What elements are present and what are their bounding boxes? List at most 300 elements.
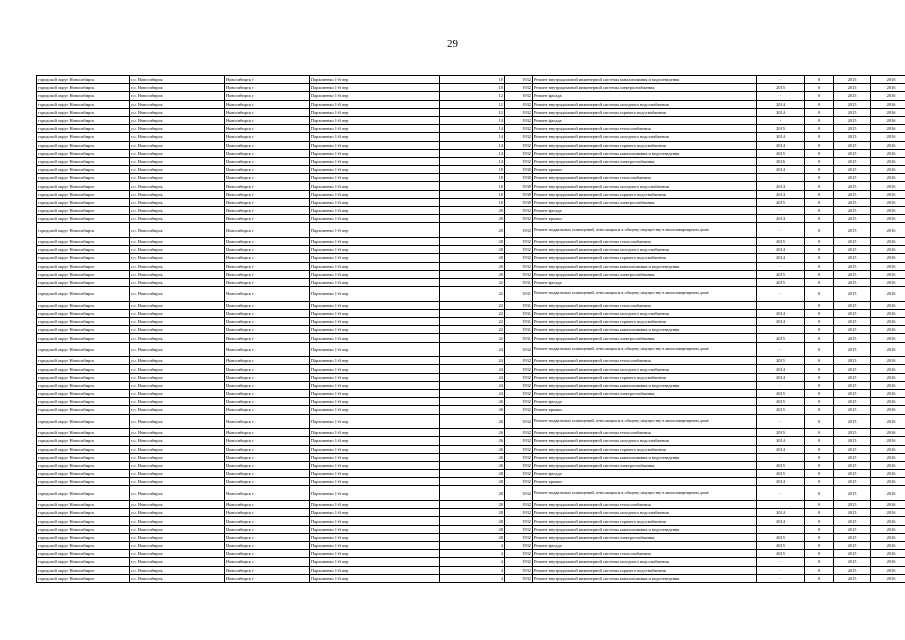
table-row (37, 157, 905, 165)
street-cell: Пархоменко 1-й пер (310, 215, 440, 223)
period-start-cell: 2015 (834, 574, 871, 582)
settlement-cell: г.о. Новосибирск (130, 381, 225, 389)
work-cell: Ремонт крыши (533, 478, 757, 486)
street-cell: Пархоменко 1-й пер (310, 541, 440, 549)
street-cell: Пархоменко 1-й пер (310, 207, 440, 215)
table-row (37, 558, 905, 566)
work-cell: Ремонт внутридомовой инженерной системы холодного водоснабжения (533, 133, 757, 141)
settlement-cell: г.о. Новосибирск (130, 190, 225, 198)
period-start-cell: 2015 (834, 357, 871, 365)
work-cell: Ремонт фасада (533, 278, 757, 286)
house-cell: 26 (440, 398, 505, 406)
period-end-cell: 2016 (871, 414, 905, 429)
period-start-cell: 2015 (834, 550, 871, 558)
table-row (37, 566, 905, 574)
period-end-cell: 2016 (871, 309, 905, 317)
period-end-cell: 2016 (871, 509, 905, 517)
district-cell: городской округ Новосибирск (37, 84, 130, 92)
work-cell: Ремонт внутридомовой инженерной системы теплоснабжения (533, 237, 757, 245)
city-cell: Новосибирск г (225, 533, 310, 541)
completed-year-cell: 2014 (757, 318, 805, 326)
year-cell: 1932 (505, 149, 533, 157)
house-cell: 24 (440, 389, 505, 397)
settlement-cell: г.о. Новосибирск (130, 262, 225, 270)
street-cell: Пархоменко 1-й пер (310, 533, 440, 541)
settlement-cell: г.о. Новосибирск (130, 301, 225, 309)
completed-year-cell: - (757, 381, 805, 389)
period-start-cell: 2015 (834, 541, 871, 549)
completed-year-cell: - (757, 76, 805, 84)
completed-year-cell: - (757, 566, 805, 574)
street-cell: Пархоменко 1-й пер (310, 100, 440, 108)
house-cell: 18 (440, 166, 505, 174)
amount-cell: 0 (805, 381, 834, 389)
period-end-cell: 2016 (871, 182, 905, 190)
house-cell: 26 (440, 437, 505, 445)
year-cell: 1932 (505, 270, 533, 278)
period-end-cell: 2016 (871, 254, 905, 262)
district-cell: городской округ Новосибирск (37, 389, 130, 397)
table-row (37, 141, 905, 149)
work-cell: Ремонт внутридомовой инженерной системы холодного водоснабжения (533, 365, 757, 373)
period-start-cell: 2015 (834, 157, 871, 165)
city-cell: Новосибирск г (225, 76, 310, 84)
completed-year-cell: 2015 (757, 541, 805, 549)
period-start-cell: 2015 (834, 207, 871, 215)
district-cell: городской округ Новосибирск (37, 381, 130, 389)
house-cell: 28 (440, 517, 505, 525)
period-end-cell: 2016 (871, 437, 905, 445)
house-cell: 18 (440, 198, 505, 206)
table-row (37, 486, 905, 501)
district-cell: городской округ Новосибирск (37, 342, 130, 357)
settlement-cell: г.о. Новосибирск (130, 486, 225, 501)
street-cell: Пархоменко 1-й пер (310, 342, 440, 357)
street-cell: Пархоменко 1-й пер (310, 166, 440, 174)
amount-cell: 0 (805, 566, 834, 574)
work-cell: Ремонт внутридомовой инженерной системы канализования и водоотведения (533, 525, 757, 533)
city-cell: Новосибирск г (225, 215, 310, 223)
amount-cell: 0 (805, 84, 834, 92)
amount-cell: 0 (805, 373, 834, 381)
house-cell: 4 (440, 541, 505, 549)
settlement-cell: г.о. Новосибирск (130, 84, 225, 92)
table-row (37, 84, 905, 92)
period-start-cell: 2015 (834, 509, 871, 517)
street-cell: Пархоменко 1-й пер (310, 278, 440, 286)
district-cell: городской округ Новосибирск (37, 357, 130, 365)
city-cell: Новосибирск г (225, 517, 310, 525)
table-row (37, 550, 905, 558)
street-cell: Пархоменко 1-й пер (310, 287, 440, 302)
year-cell: 1932 (505, 414, 533, 429)
period-end-cell: 2016 (871, 334, 905, 342)
year-cell: 1931 (505, 309, 533, 317)
street-cell: Пархоменко 1-й пер (310, 270, 440, 278)
city-cell: Новосибирск г (225, 174, 310, 182)
period-start-cell: 2015 (834, 278, 871, 286)
table-row (37, 166, 905, 174)
completed-year-cell: 2015 (757, 406, 805, 414)
amount-cell: 0 (805, 116, 834, 124)
table-row (37, 525, 905, 533)
table-row (37, 326, 905, 334)
amount-cell: 0 (805, 215, 834, 223)
settlement-cell: г.о. Новосибирск (130, 207, 225, 215)
period-start-cell: 2015 (834, 116, 871, 124)
street-cell: Пархоменко 1-й пер (310, 550, 440, 558)
period-end-cell: 2016 (871, 326, 905, 334)
city-cell: Новосибирск г (225, 198, 310, 206)
year-cell: 1932 (505, 125, 533, 133)
period-start-cell: 2015 (834, 262, 871, 270)
district-cell: городской округ Новосибирск (37, 278, 130, 286)
period-start-cell: 2015 (834, 84, 871, 92)
city-cell: Новосибирск г (225, 207, 310, 215)
district-cell: городской округ Новосибирск (37, 166, 130, 174)
year-cell: 1932 (505, 365, 533, 373)
completed-year-cell: 2015 (757, 429, 805, 437)
table-row (37, 342, 905, 357)
table-row (37, 246, 905, 254)
period-start-cell: 2015 (834, 246, 871, 254)
period-start-cell: 2015 (834, 149, 871, 157)
work-cell: Ремонт внутридомовой инженерной системы холодного водоснабжения (533, 100, 757, 108)
city-cell: Новосибирск г (225, 157, 310, 165)
street-cell: Пархоменко 1-й пер (310, 558, 440, 566)
work-cell: Ремонт внутридомовой инженерной системы теплоснабжения (533, 501, 757, 509)
completed-year-cell: 2015 (757, 357, 805, 365)
period-end-cell: 2016 (871, 116, 905, 124)
settlement-cell: г.о. Новосибирск (130, 141, 225, 149)
street-cell: Пархоменко 1-й пер (310, 246, 440, 254)
completed-year-cell: 2015 (757, 278, 805, 286)
house-cell: 28 (440, 486, 505, 501)
house-cell: 18 (440, 174, 505, 182)
district-cell: городской округ Новосибирск (37, 429, 130, 437)
year-cell: 1932 (505, 461, 533, 469)
work-cell: Ремонт фасада (533, 207, 757, 215)
city-cell: Новосибирск г (225, 342, 310, 357)
period-start-cell: 2015 (834, 237, 871, 245)
completed-year-cell: - (757, 223, 805, 238)
year-cell: 1932 (505, 254, 533, 262)
amount-cell: 0 (805, 100, 834, 108)
period-start-cell: 2015 (834, 190, 871, 198)
table-row (37, 309, 905, 317)
period-start-cell: 2015 (834, 301, 871, 309)
period-start-cell: 2015 (834, 525, 871, 533)
house-cell: 20 (440, 254, 505, 262)
completed-year-cell: 2015 (757, 398, 805, 406)
street-cell: Пархоменко 1-й пер (310, 381, 440, 389)
street-cell: Пархоменко 1-й пер (310, 365, 440, 373)
amount-cell: 0 (805, 470, 834, 478)
period-end-cell: 2016 (871, 287, 905, 302)
house-cell: 28 (440, 478, 505, 486)
table-row (37, 509, 905, 517)
house-cell: 22 (440, 278, 505, 286)
period-end-cell: 2016 (871, 373, 905, 381)
district-cell: городской округ Новосибирск (37, 525, 130, 533)
settlement-cell: г.о. Новосибирск (130, 357, 225, 365)
period-start-cell: 2015 (834, 517, 871, 525)
settlement-cell: г.о. Новосибирск (130, 509, 225, 517)
street-cell: Пархоменко 1-й пер (310, 398, 440, 406)
period-end-cell: 2016 (871, 501, 905, 509)
year-cell: 1932 (505, 84, 533, 92)
year-cell: 1932 (505, 445, 533, 453)
settlement-cell: г.о. Новосибирск (130, 550, 225, 558)
city-cell: Новосибирск г (225, 262, 310, 270)
amount-cell: 0 (805, 517, 834, 525)
period-start-cell: 2015 (834, 470, 871, 478)
district-cell: городской округ Новосибирск (37, 517, 130, 525)
city-cell: Новосибирск г (225, 116, 310, 124)
settlement-cell: г.о. Новосибирск (130, 326, 225, 334)
period-start-cell: 2015 (834, 318, 871, 326)
year-cell: 1932 (505, 223, 533, 238)
settlement-cell: г.о. Новосибирск (130, 166, 225, 174)
table-row (37, 182, 905, 190)
street-cell: Пархоменко 1-й пер (310, 574, 440, 582)
city-cell: Новосибирск г (225, 486, 310, 501)
work-cell: Ремонт внутридомовой инженерной системы электроснабжения (533, 270, 757, 278)
district-cell: городской округ Новосибирск (37, 116, 130, 124)
period-end-cell: 2016 (871, 406, 905, 414)
city-cell: Новосибирск г (225, 182, 310, 190)
period-start-cell: 2015 (834, 92, 871, 100)
settlement-cell: г.о. Новосибирск (130, 501, 225, 509)
period-start-cell: 2015 (834, 445, 871, 453)
house-cell: 12 (440, 108, 505, 116)
district-cell: городской округ Новосибирск (37, 149, 130, 157)
completed-year-cell: 2016 (757, 157, 805, 165)
work-cell: Ремонт подвальных помещений, относящихся к общему имуществу в многоквартирном доме (533, 287, 757, 302)
period-end-cell: 2016 (871, 301, 905, 309)
period-start-cell: 2015 (834, 381, 871, 389)
city-cell: Новосибирск г (225, 406, 310, 414)
year-cell: 1932 (505, 525, 533, 533)
amount-cell: 0 (805, 334, 834, 342)
completed-year-cell: 2015 (757, 389, 805, 397)
table-row (37, 334, 905, 342)
settlement-cell: г.о. Новосибирск (130, 437, 225, 445)
house-cell: 26 (440, 406, 505, 414)
district-cell: городской округ Новосибирск (37, 501, 130, 509)
street-cell: Пархоменко 1-й пер (310, 445, 440, 453)
district-cell: городской округ Новосибирск (37, 509, 130, 517)
district-cell: городской округ Новосибирск (37, 270, 130, 278)
house-cell: 10 (440, 84, 505, 92)
period-end-cell: 2016 (871, 478, 905, 486)
work-cell: Ремонт внутридомовой инженерной системы горячего водоснабжения (533, 373, 757, 381)
house-cell: 28 (440, 501, 505, 509)
house-cell: 26 (440, 445, 505, 453)
street-cell: Пархоменко 1-й пер (310, 237, 440, 245)
house-cell: 26 (440, 461, 505, 469)
district-cell: городской округ Новосибирск (37, 326, 130, 334)
period-end-cell: 2016 (871, 357, 905, 365)
amount-cell: 0 (805, 453, 834, 461)
period-end-cell: 2016 (871, 486, 905, 501)
table-row (37, 278, 905, 286)
completed-year-cell: - (757, 574, 805, 582)
table-row (37, 437, 905, 445)
street-cell: Пархоменко 1-й пер (310, 517, 440, 525)
table-row (37, 125, 905, 133)
district-cell: городской округ Новосибирск (37, 108, 130, 116)
work-cell: Ремонт подвальных помещений, относящихся к общему имуществу в многоквартирном доме (533, 414, 757, 429)
table-row (37, 207, 905, 215)
street-cell: Пархоменко 1-й пер (310, 141, 440, 149)
street-cell: Пархоменко 1-й пер (310, 406, 440, 414)
completed-year-cell: - (757, 558, 805, 566)
amount-cell: 0 (805, 287, 834, 302)
house-cell: 10 (440, 76, 505, 84)
city-cell: Новосибирск г (225, 478, 310, 486)
year-cell: 1931 (505, 326, 533, 334)
year-cell: 1932 (505, 429, 533, 437)
year-cell: 1932 (505, 262, 533, 270)
house-cell: 28 (440, 525, 505, 533)
settlement-cell: г.о. Новосибирск (130, 149, 225, 157)
amount-cell: 0 (805, 318, 834, 326)
completed-year-cell: 2015 (757, 270, 805, 278)
year-cell: 1932 (505, 100, 533, 108)
city-cell: Новосибирск г (225, 334, 310, 342)
work-cell: Ремонт внутридомовой инженерной системы теплоснабжения (533, 357, 757, 365)
amount-cell: 0 (805, 141, 834, 149)
house-cell: 28 (440, 470, 505, 478)
house-cell: 28 (440, 509, 505, 517)
completed-year-cell (757, 301, 805, 309)
work-cell: Ремонт внутридомовой инженерной системы теплоснабжения (533, 429, 757, 437)
district-cell: городской округ Новосибирск (37, 223, 130, 238)
district-cell: городской округ Новосибирск (37, 246, 130, 254)
city-cell: Новосибирск г (225, 133, 310, 141)
period-end-cell: 2016 (871, 517, 905, 525)
district-cell: городской округ Новосибирск (37, 558, 130, 566)
completed-year-cell: 2015 (757, 470, 805, 478)
amount-cell: 0 (805, 486, 834, 501)
table-row (37, 429, 905, 437)
district-cell: городской округ Новосибирск (37, 100, 130, 108)
district-cell: городской округ Новосибирск (37, 215, 130, 223)
year-cell: 1932 (505, 501, 533, 509)
period-start-cell: 2015 (834, 223, 871, 238)
street-cell: Пархоменко 1-й пер (310, 182, 440, 190)
year-cell: 1931 (505, 334, 533, 342)
district-cell: городской округ Новосибирск (37, 486, 130, 501)
house-cell: 4 (440, 550, 505, 558)
district-cell: городской округ Новосибирск (37, 550, 130, 558)
city-cell: Новосибирск г (225, 461, 310, 469)
work-cell: Ремонт внутридомовой инженерной системы холодного водоснабжения (533, 437, 757, 445)
completed-year-cell: 2014 (757, 141, 805, 149)
street-cell: Пархоменко 1-й пер (310, 149, 440, 157)
city-cell: Новосибирск г (225, 246, 310, 254)
settlement-cell: г.о. Новосибирск (130, 318, 225, 326)
amount-cell: 0 (805, 174, 834, 182)
amount-cell: 0 (805, 133, 834, 141)
district-cell: городской округ Новосибирск (37, 309, 130, 317)
work-cell: Ремонт внутридомовой инженерной системы канализования и водоотведения (533, 574, 757, 582)
settlement-cell: г.о. Новосибирск (130, 470, 225, 478)
work-cell: Ремонт внутридомовой инженерной системы теплоснабжения (533, 125, 757, 133)
house-cell: 14 (440, 141, 505, 149)
city-cell: Новосибирск г (225, 301, 310, 309)
amount-cell: 0 (805, 326, 834, 334)
settlement-cell: г.о. Новосибирск (130, 342, 225, 357)
period-end-cell: 2016 (871, 149, 905, 157)
house-cell: 24 (440, 381, 505, 389)
period-end-cell: 2016 (871, 270, 905, 278)
district-cell: городской округ Новосибирск (37, 461, 130, 469)
table-row (37, 445, 905, 453)
house-cell: 26 (440, 429, 505, 437)
period-start-cell: 2015 (834, 373, 871, 381)
house-cell: 4 (440, 574, 505, 582)
period-start-cell: 2015 (834, 558, 871, 566)
period-end-cell: 2016 (871, 237, 905, 245)
settlement-cell: г.о. Новосибирск (130, 100, 225, 108)
table-row (37, 414, 905, 429)
city-cell: Новосибирск г (225, 108, 310, 116)
settlement-cell: г.о. Новосибирск (130, 517, 225, 525)
city-cell: Новосибирск г (225, 373, 310, 381)
amount-cell: 0 (805, 558, 834, 566)
street-cell: Пархоменко 1-й пер (310, 174, 440, 182)
settlement-cell: г.о. Новосибирск (130, 125, 225, 133)
year-cell: 1932 (505, 437, 533, 445)
house-cell: 18 (440, 182, 505, 190)
period-end-cell: 2016 (871, 207, 905, 215)
period-start-cell: 2015 (834, 453, 871, 461)
work-cell: Ремонт внутридомовой инженерной системы электроснабжения (533, 461, 757, 469)
street-cell: Пархоменко 1-й пер (310, 223, 440, 238)
completed-year-cell: 2015 (757, 125, 805, 133)
year-cell: 1932 (505, 76, 533, 84)
year-cell: 1932 (505, 574, 533, 582)
district-cell: городской округ Новосибирск (37, 174, 130, 182)
table-row (37, 76, 905, 84)
settlement-cell: г.о. Новосибирск (130, 541, 225, 549)
work-cell: Ремонт внутридомовой инженерной системы горячего водоснабжения (533, 318, 757, 326)
work-cell: Ремонт внутридомовой инженерной системы горячего водоснабжения (533, 445, 757, 453)
period-end-cell: 2016 (871, 550, 905, 558)
year-cell: 1932 (505, 342, 533, 357)
completed-year-cell: 2014 (757, 246, 805, 254)
district-cell: городской округ Новосибирск (37, 287, 130, 302)
city-cell: Новосибирск г (225, 525, 310, 533)
amount-cell: 0 (805, 461, 834, 469)
period-end-cell: 2016 (871, 100, 905, 108)
period-start-cell: 2015 (834, 365, 871, 373)
completed-year-cell: - (757, 92, 805, 100)
amount-cell: 0 (805, 525, 834, 533)
amount-cell: 0 (805, 254, 834, 262)
year-cell: 1932 (505, 141, 533, 149)
period-end-cell: 2016 (871, 76, 905, 84)
city-cell: Новосибирск г (225, 254, 310, 262)
year-cell: 1932 (505, 478, 533, 486)
period-start-cell: 2015 (834, 414, 871, 429)
period-end-cell: 2016 (871, 92, 905, 100)
settlement-cell: г.о. Новосибирск (130, 278, 225, 286)
amount-cell: 0 (805, 182, 834, 190)
year-cell: 1931 (505, 287, 533, 302)
